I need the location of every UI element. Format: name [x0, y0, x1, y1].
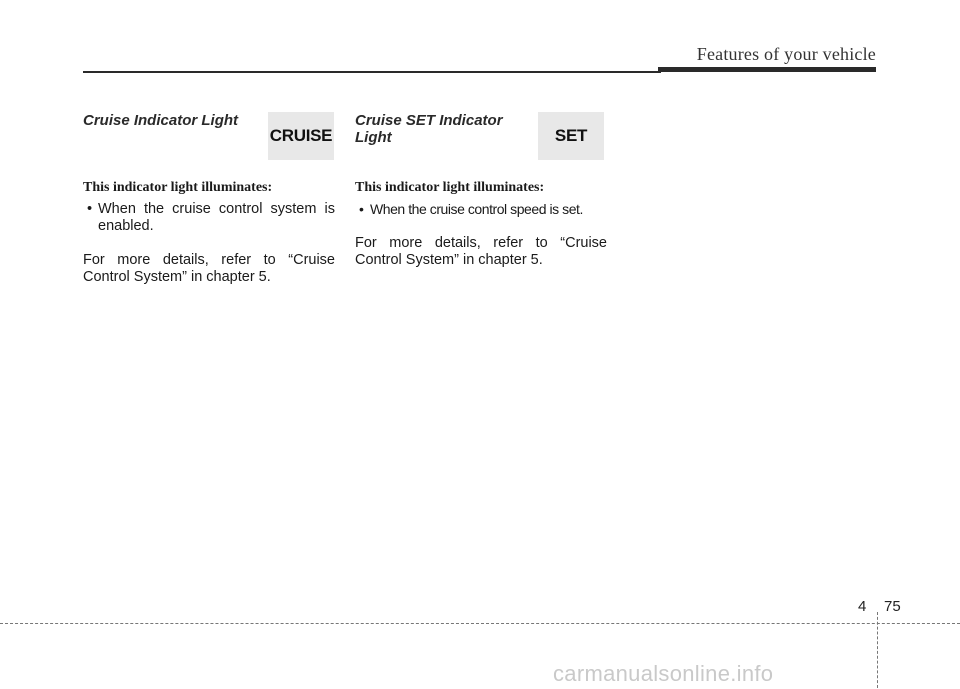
- reference-paragraph: For more details, refer to “Cruise Control System” in chapter 5.: [83, 252, 335, 285]
- running-header-title: Features of your vehicle: [696, 44, 876, 64]
- page-number: 75: [884, 598, 901, 615]
- lead-text: This indicator light illuminates:: [83, 180, 273, 195]
- header-rule: [83, 71, 661, 73]
- reference-paragraph: For more details, refer to “Cruise Control System” in chapter 5.: [355, 235, 607, 268]
- bullet-icon: •: [87, 201, 93, 217]
- list-item: [83, 201, 335, 235]
- list-item-text: When the cruise control speed is set.: [370, 201, 583, 217]
- chapter-number: 4: [858, 598, 867, 615]
- watermark: carmanualsonline.info: [553, 661, 774, 686]
- section-heading: Cruise SET Indicator Light: [355, 112, 503, 146]
- footer-divider: [877, 612, 878, 688]
- section-body: [355, 179, 607, 269]
- cruise-indicator-icon: CRUISE: [268, 112, 334, 160]
- list-item-text: When the cruise control system is enabled.: [98, 201, 335, 234]
- header-rule-accent: [658, 67, 876, 72]
- section-cruise-indicator: [83, 106, 335, 285]
- section-heading: Cruise Indicator Light: [83, 112, 239, 129]
- lead-text: This indicator light illuminates:: [355, 180, 545, 195]
- section-cruise-set-indicator: [355, 106, 607, 268]
- bullet-icon: •: [359, 201, 364, 217]
- footer-rule: [0, 623, 960, 624]
- section-body: [83, 179, 335, 286]
- set-indicator-icon: SET: [538, 112, 604, 160]
- bullet-list: [355, 201, 607, 218]
- list-item: [355, 201, 607, 218]
- bullet-list: [83, 201, 335, 235]
